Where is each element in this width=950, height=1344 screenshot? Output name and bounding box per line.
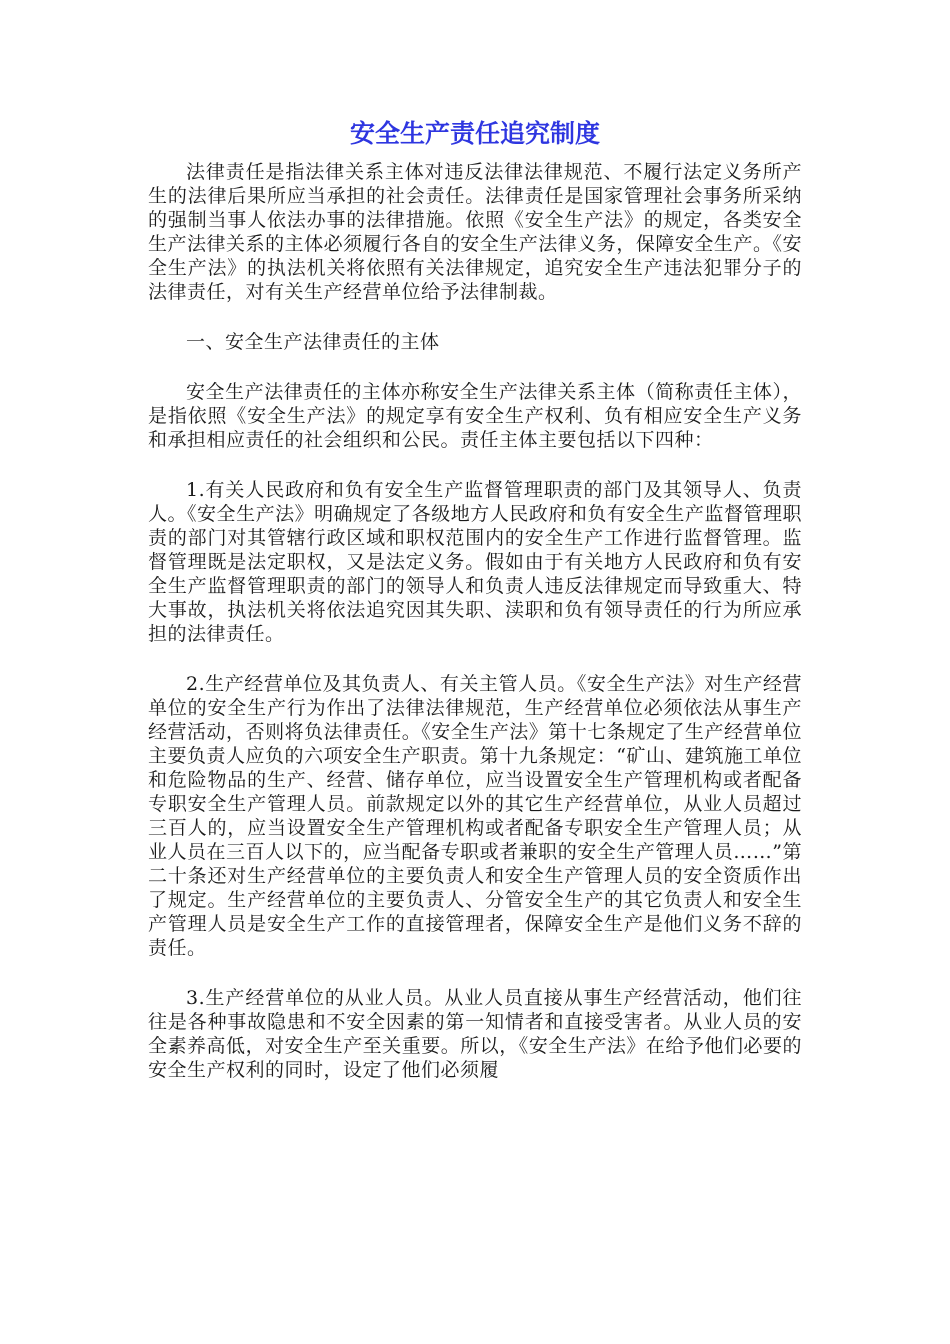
paragraph-item-2-business-units: 2.生产经营单位及其负责人、有关主管人员。《安全生产法》对生产经营单位的安全生产行为作出了法律法律规范，生产经营单位必须依法从事生产经营活动，否则将负法律责任。《安全生产法》第十七条规定了生产经营单位主要负责人应负的六项安全生产职责。第十九条规定：“矿山、建筑施工单位和危险物品的生产、经营、储存单位，应当设置安全生产管理机构或者配备专职安全生产管理人员。前款规定以外的其它生产经营单位，从业人员超过三百人的，应当设置安全生产管理机构或者配备专职安全生产管理人员；从业人员在三百人以下的，应当配备专职或者兼职的安全生产管理人员……”第二十条还对生产经营单位的主要负责人和安全生产管理人员的安全资质作出了规定。生产经营单位的主要负责人、分管安全生产的其它负责人和安全生产管理人员是安全生产工作的直接管理者，保障安全生产是他们义务不辞的责任。 (148, 673, 802, 960)
paragraph-subjects-definition: 安全生产法律责任的主体亦称安全生产法律关系主体（简称责任主体），是指依照《安全生产法》的规定享有安全生产权利、负有相应安全生产义务和承担相应责任的社会组织和公民。责任主体主要包括以下四种： (148, 381, 802, 452)
document-page (148, 118, 802, 1082)
paragraph-item-1-government: 1.有关人民政府和负有安全生产监督管理职责的部门及其领导人、负责人。《安全生产法》明确规定了各级地方人民政府和负有安全生产监督管理职责的部门对其管辖行政区域和职权范围内的安全生产工作进行监督管理。监督管理既是法定职权，又是法定义务。假如由于有关地方人民政府和负有安全生产监督管理职责的部门的领导人和负责人违反法律规定而导致重大、特大事故，执法机关将依法追究因其失职、渎职和负有领导责任的行为所应承担的法律责任。 (148, 479, 802, 646)
paragraph-item-3-employees: 3.生产经营单位的从业人员。从业人员直接从事生产经营活动，他们往往是各种事故隐患和不安全因素的第一知情者和直接受害者。从业人员的安全素养高低，对安全生产至关重要。所以，《安全生产法》在给予他们必要的安全生产权利的同时，设定了他们必须履 (148, 987, 802, 1082)
section-heading-responsibility-subjects: 一、安全生产法律责任的主体 (186, 331, 440, 354)
page-title: 安全生产责任追究制度 (349, 119, 600, 148)
paragraph-intro: 法律责任是指法律关系主体对违反法律法律规范、不履行法定义务所产生的法律后果所应当承担的社会责任。法律责任是国家管理社会事务所采纳的强制当事人依法办事的法律措施。依照《安全生产法》的规定，各类安全生产法律关系的主体必须履行各自的安全生产法律义务，保障安全生产。《安全生产法》的执法机关将依照有关法律规定，追究安全生产违法犯罪分子的法律责任，对有关生产经营单位给予法律制裁。 (148, 161, 802, 304)
